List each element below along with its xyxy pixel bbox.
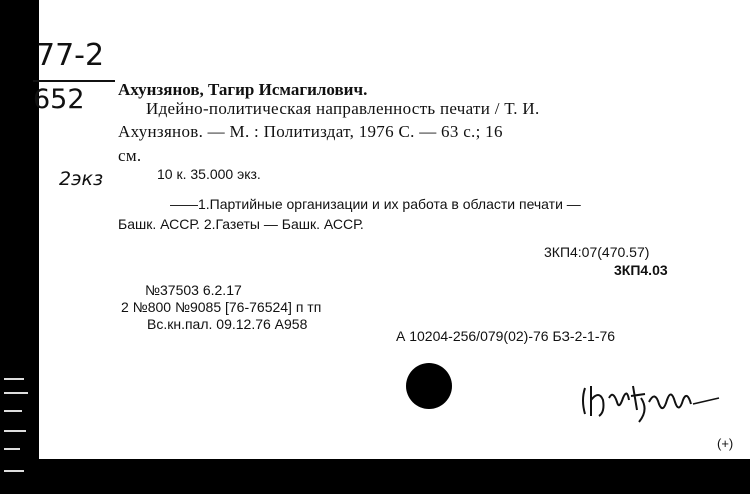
catalog-card: [33, 0, 750, 459]
accession-line-1: №37503 6.2.17: [145, 282, 242, 298]
title-line-2: Ахунзянов. — М. : Политиздат, 1976 С. — 63 с.; 16: [118, 122, 503, 141]
call-number-top: 77-2: [36, 38, 105, 73]
copies-note: 2экз: [59, 168, 104, 190]
classification-2: 3КП4.03: [614, 262, 668, 278]
call-number-bottom: 652: [33, 84, 85, 115]
strip-mark: [4, 392, 28, 394]
author-heading: Ахунзянов, Тагир Исмагилович.: [118, 80, 368, 99]
strip-mark: [4, 378, 24, 380]
call-number-divider: [33, 80, 115, 82]
corner-mark: (+): [717, 436, 734, 451]
price-run: 10 к. 35.000 экз.: [157, 166, 261, 182]
bottom-codes: А 10204-256/079(02)-76 БЗ-2-1-76: [396, 328, 616, 344]
handwritten-signature: [579, 380, 729, 430]
accession-line-2: 2 №800 №9085 [76-76524] п тп: [121, 299, 322, 315]
title-line-3: см.: [118, 146, 142, 165]
strip-mark: [4, 470, 24, 472]
scan-edge-strip: [0, 0, 39, 494]
strip-mark: [4, 410, 22, 412]
strip-mark: [4, 430, 26, 432]
accession-line-3: Вс.кн.пал. 09.12.76 А958: [147, 316, 308, 332]
strip-mark: [4, 448, 20, 450]
punch-hole: [406, 363, 452, 409]
subject-line-1: ——1.Партийные организации и их работа в области печати —: [170, 196, 581, 212]
subject-line-2: Башк. АССР. 2.Газеты — Башк. АССР.: [118, 216, 364, 232]
classification-1: 3КП4:07(470.57): [544, 244, 650, 260]
title-line-1: Идейно-политическая направленность печати / Т. И.: [146, 99, 540, 118]
